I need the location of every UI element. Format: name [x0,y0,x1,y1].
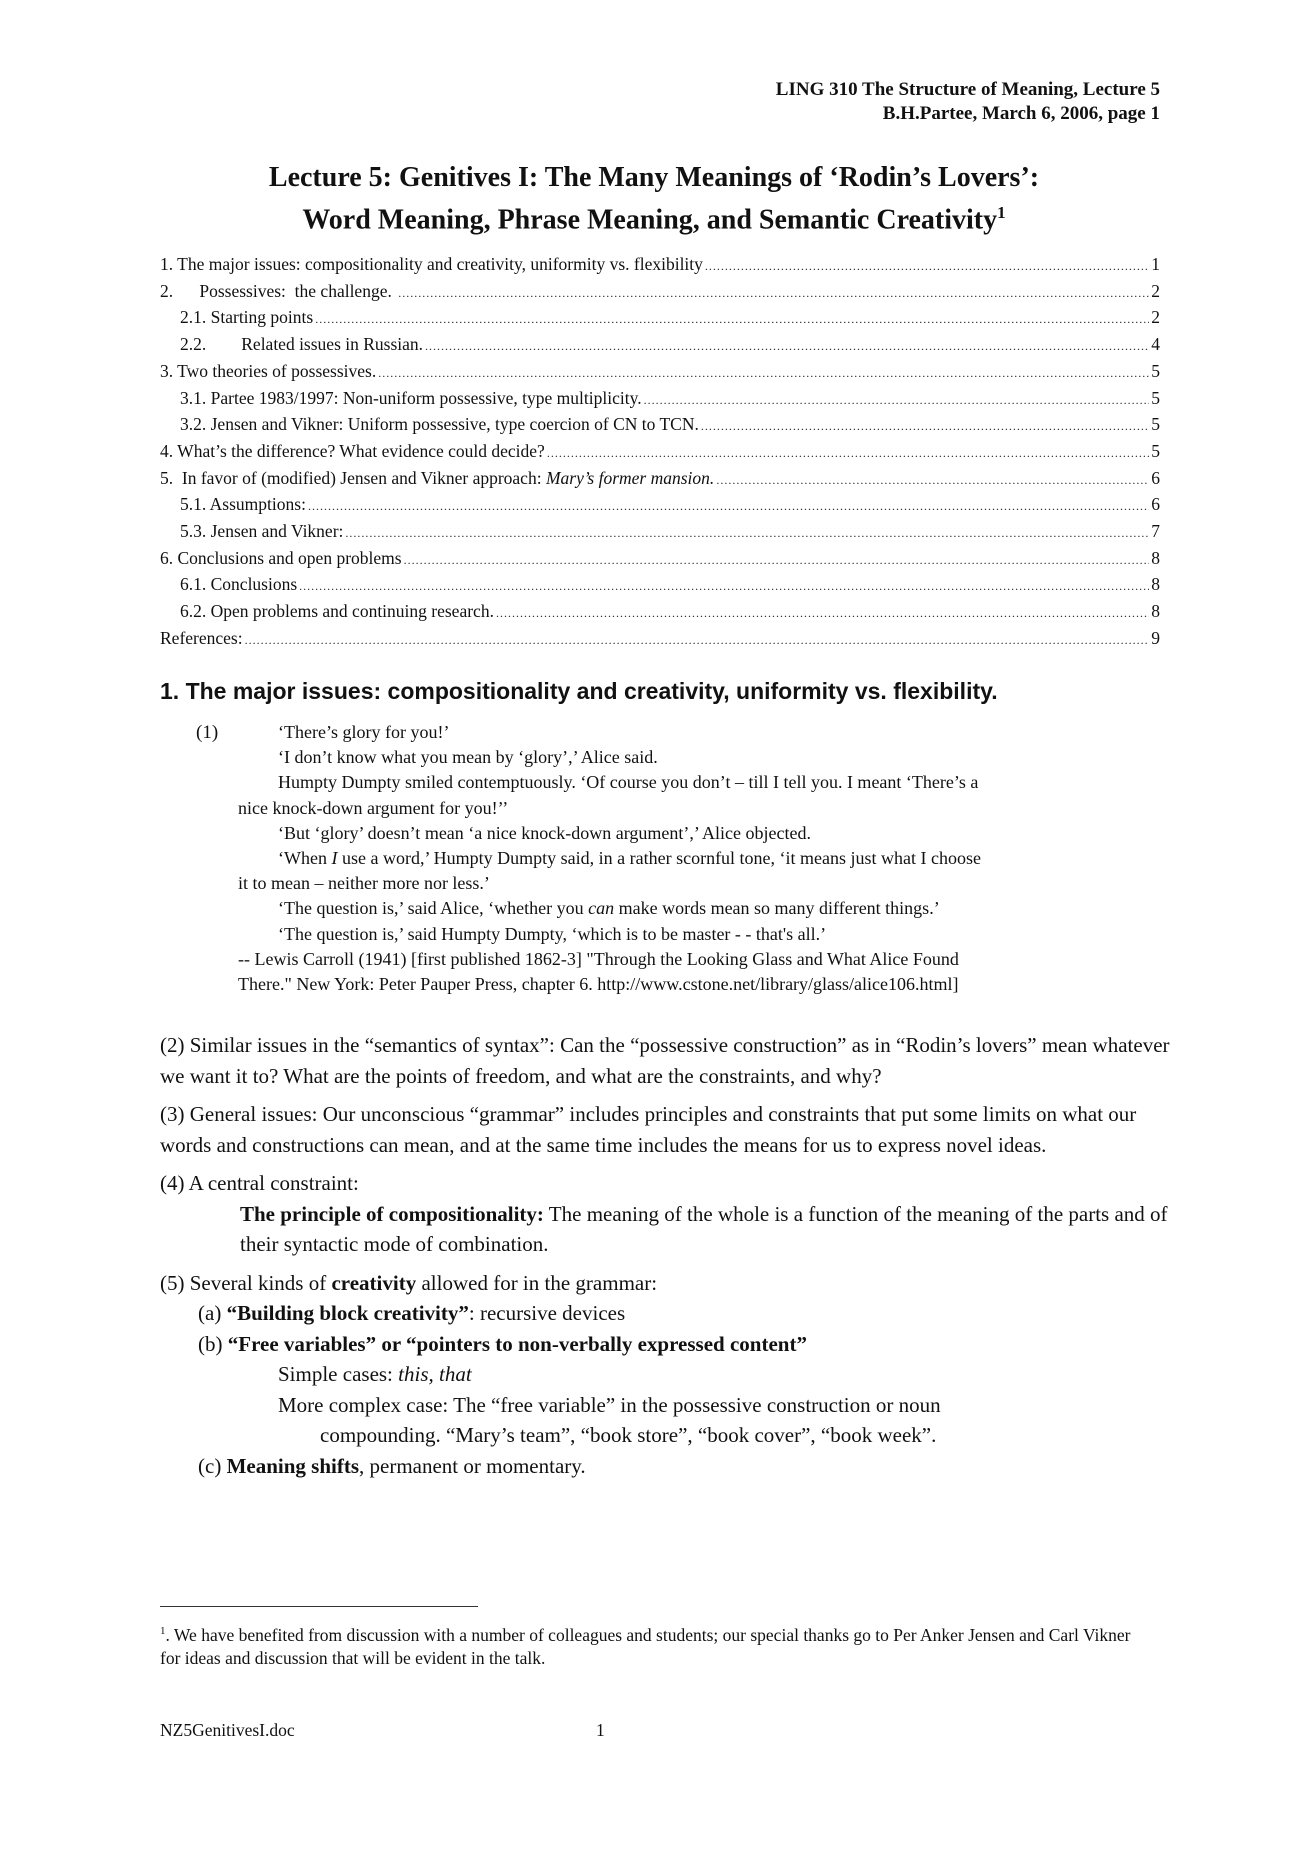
paragraph-3: (3) General issues: Our unconscious “grammar” includes principles and constraints that put some limits on what our words and constructions can mean, and at the same time includes the means for us to express novel ideas. [160,1102,1137,1157]
toc-item[interactable]: 3. Two theories of possessives. ..... 5 [160,359,1160,386]
toc-item[interactable]: 6.2. Open problems and continuing research. ..... 8 [160,599,1160,626]
paragraph-5-intro: (5) Several kinds of creativity allowed for in the grammar: [160,1270,658,1295]
quote-line: nice knock-down argument for you!’’ [238,797,509,818]
quote-line: Humpty Dumpty smiled contemptuously. ‘Of course you don’t – till I tell you. I meant ‘There’s a [278,772,979,793]
quote-citation: -- Lewis Carroll (1941) [first published 1862-3] "Through the Looking Glass and What Alice Found [238,948,959,969]
toc-item[interactable]: 3.1. Partee 1983/1997: Non-uniform possessive, type multiplicity. ..... 5 [160,386,1160,413]
quote-line: ‘But ‘glory’ doesn’t mean ‘a nice knock-down argument’,’ Alice objected. [278,822,811,843]
body-text [160,1030,1173,1481]
page-header [776,78,1160,126]
toc-item[interactable]: 2.1. Starting points ..... 2 [160,305,1160,332]
list-item-b-complex: More complex case: The “free variable” in the possessive construction or noun [278,1392,941,1417]
table-of-contents [160,252,1160,653]
paragraph-2: (2) Similar issues in the “semantics of syntax”: Can the “possessive construction” as in “Rodin’s lovers” mean whatever we want it to? What are the points of freedom, and what are the constraints, and why? [160,1033,1170,1088]
section-heading: 1. The major issues: compositionality and creativity, uniformity vs. flexibility. [160,678,998,704]
toc-item[interactable]: 4. What’s the difference? What evidence could decide? ..... 5 [160,439,1160,466]
toc-item[interactable]: 6. Conclusions and open problems ..... 8 [160,546,1160,573]
header-author-date: B.H.Partee, March 6, 2006, page 1 [882,103,1160,124]
quote-line: ‘The question is,’ said Humpty Dumpty, ‘which is to be master - - that's all.’ [278,923,827,944]
list-item-b: (b) “Free variables” or “pointers to non-verbally expressed content” [198,1331,807,1356]
list-item-b-simple: Simple cases: this, that [278,1362,472,1386]
footnote: $^1$. We have benefited from discussion with a number of colleagues and students; our special thanks go to Per Anker Jensen and Carl Vikner for ideas and discussion that will be evident in the talk. [160,1624,1131,1668]
header-course: LING 310 The Structure of Meaning, Lecture 5 [775,79,1160,100]
paragraph-4-intro: (4) A central constraint: [160,1171,359,1195]
quote-line: ‘There’s glory for you!’ [278,722,450,742]
toc-item[interactable]: 5.3. Jensen and Vikner: ..... 7 [160,519,1160,546]
example-number: (1) [196,722,219,743]
example-1-quote [160,720,1160,997]
document-title [0,160,1308,237]
toc-item[interactable]: 1. The major issues: compositionality and creativity, uniformity vs. flexibility ..... 1 [160,252,1160,279]
toc-item[interactable]: References: ..... 9 [160,626,1160,653]
title-footnote-mark[interactable]: 1 [997,203,1006,222]
toc-item[interactable]: 5.1. Assumptions: ..... 6 [160,492,1160,519]
toc-item[interactable]: 2.2. Related issues in Russian. ..... 4 [160,332,1160,359]
quote-line: it to mean – neither more nor less.’ [238,873,490,894]
quote-line: ‘When I use a word,’ Humpty Dumpty said, in a rather scornful tone, ‘it means just what I choose [278,848,982,869]
footnote-separator [160,1606,478,1607]
toc-item[interactable]: 3.2. Jensen and Vikner: Uniform possessive, type coercion of CN to TCN. ..... 5 [160,412,1160,439]
quote-line: ‘I don’t know what you mean by ‘glory’,’ Alice said. [278,747,658,768]
toc-item[interactable]: 2. Possessives: the challenge. ..... 2 [160,279,1160,306]
toc-item[interactable]: 5. In favor of (modified) Jensen and Vikner approach: Mary’s former mansion. ..... 6 [160,466,1160,493]
list-item-a: (a) “Building block creativity”: recursive devices [198,1301,626,1325]
toc-item[interactable]: 6.1. Conclusions ..... 8 [160,572,1160,599]
title-line-2: Word Meaning, Phrase Meaning, and Semantic Creativity$^1$ [302,203,1006,236]
footer-page-number: 1 [596,1720,605,1740]
footer-filename: NZ5GenitivesI.doc [160,1720,295,1740]
list-item-c: (c) Meaning shifts, permanent or momentary. [198,1453,586,1478]
compositionality-principle: The principle of compositionality: The meaning of the whole is a function of the meaning of the parts and of their syntactic mode of combination. [240,1201,1173,1256]
list-item-b-complex-cont: compounding. “Mary’s team”, “book store”, “book cover”, “book week”. [320,1423,937,1447]
title-line-1: Lecture 5: Genitives I: The Many Meanings of ‘Rodin’s Lovers’: [268,162,1040,193]
quote-line: ‘The question is,’ said Alice, ‘whether you can make words mean so many different things.’ [278,898,940,919]
quote-citation-url: There." New York: Peter Pauper Press, chapter 6. http://www.cstone.net/library/glass/alice106.html] [238,974,959,995]
footnote-mark: 1 [160,1625,166,1637]
